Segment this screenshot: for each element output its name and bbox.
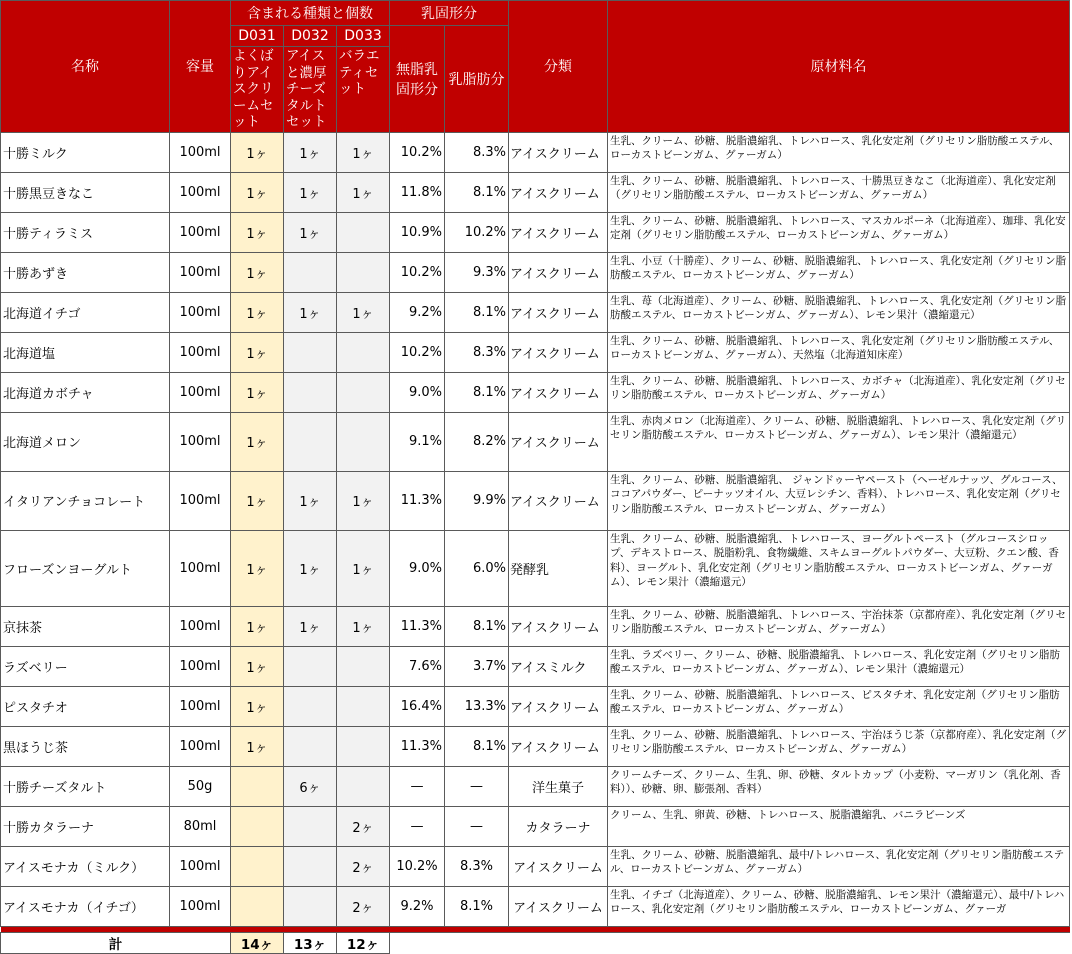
milk-fat: 8.1% xyxy=(445,886,509,926)
total-section xyxy=(1,926,1070,953)
product-name: 北海道イチゴ xyxy=(1,292,170,332)
ingredients: クリーム、生乳、卵黄、砂糖、トレハロース、脱脂濃縮乳、バニラビーンズ xyxy=(608,806,1070,846)
count-d031 xyxy=(231,886,284,926)
header-set-name-d033: バラエティセット xyxy=(337,47,390,133)
count-d031: 1ヶ xyxy=(231,332,284,372)
volume: 100ml xyxy=(170,846,231,886)
count-d032 xyxy=(284,412,337,471)
ingredients: 生乳、クリーム、砂糖、脱脂濃縮乳、トレハロース、宇治ほうじ茶（京都府産）、乳化安定剤（グリセリン脂肪酸エステル、ローカストビーンガム、グァーガム） xyxy=(608,726,1070,766)
nonfat-solids: 11.3% xyxy=(390,606,445,646)
ingredients: 生乳、ラズベリー、クリーム、砂糖、脱脂濃縮乳、トレハロース、乳化安定剤（グリセリン脂肪酸エステル、ローカストビーンガム、グァーガム）、レモン果汁（濃縮還元） xyxy=(608,646,1070,686)
nonfat-solids: — xyxy=(390,806,445,846)
count-d031: 1ヶ xyxy=(231,646,284,686)
header-set-name-d031: よくばりアイスクリームセット xyxy=(231,47,284,133)
category: アイスクリーム xyxy=(509,686,608,726)
volume: 100ml xyxy=(170,726,231,766)
count-d031: 1ヶ xyxy=(231,726,284,766)
ingredients: 生乳、小豆（十勝産）、クリーム、砂糖、脱脂濃縮乳、トレハロース、乳化安定剤（グリセリン脂肪酸エステル、ローカストビーンガム、グァーガム） xyxy=(608,252,1070,292)
milk-fat: 8.1% xyxy=(445,726,509,766)
header-volume: 容量 xyxy=(170,1,231,133)
table-row xyxy=(1,332,1070,372)
nonfat-solids: 9.0% xyxy=(390,530,445,606)
ingredients: 生乳、クリーム、砂糖、脱脂濃縮乳、トレハロース、ピスタチオ、乳化安定剤（グリセリン脂肪酸エステル、ローカストビーンガム、グァーガム） xyxy=(608,686,1070,726)
milk-fat: 10.2% xyxy=(445,212,509,252)
count-d031: 1ヶ xyxy=(231,471,284,530)
nonfat-solids: 10.2% xyxy=(390,252,445,292)
volume: 80ml xyxy=(170,806,231,846)
count-d033: 1ヶ xyxy=(337,172,390,212)
count-d032: 1ヶ xyxy=(284,132,337,172)
count-d032 xyxy=(284,806,337,846)
header-set-code-d031: D031 xyxy=(231,26,284,47)
table-row xyxy=(1,132,1070,172)
volume: 100ml xyxy=(170,471,231,530)
volume: 100ml xyxy=(170,212,231,252)
table-row xyxy=(1,766,1070,806)
nonfat-solids: 9.0% xyxy=(390,372,445,412)
total-d032: 13ヶ xyxy=(284,932,337,953)
milk-fat: — xyxy=(445,766,509,806)
category: アイスクリーム xyxy=(509,412,608,471)
volume: 100ml xyxy=(170,686,231,726)
count-d031: 1ヶ xyxy=(231,412,284,471)
count-d033 xyxy=(337,212,390,252)
count-d031 xyxy=(231,846,284,886)
count-d031: 1ヶ xyxy=(231,292,284,332)
category: アイスクリーム xyxy=(509,471,608,530)
product-name: 北海道塩 xyxy=(1,332,170,372)
product-name: 十勝黒豆きなこ xyxy=(1,172,170,212)
header-nonfat: 無脂乳固形分 xyxy=(390,26,445,133)
volume: 100ml xyxy=(170,132,231,172)
milk-fat: 8.1% xyxy=(445,606,509,646)
product-name: 北海道メロン xyxy=(1,412,170,471)
ingredients: 生乳、クリーム、砂糖、脱脂濃縮乳、トレハロース、カボチャ（北海道産）、乳化安定剤（グリセリン脂肪酸エステル、ローカストビーンガム、グァーガム） xyxy=(608,372,1070,412)
ingredients: 生乳、イチゴ（北海道産）、クリーム、砂糖、脱脂濃縮乳、レモン果汁（濃縮還元）、最中/トレハロース、乳化安定剤（グリセリン脂肪酸エステル、ローカストビーンガム、グァーガ xyxy=(608,886,1070,926)
milk-fat: 3.7% xyxy=(445,646,509,686)
count-d031: 1ヶ xyxy=(231,606,284,646)
nonfat-solids: 11.8% xyxy=(390,172,445,212)
ingredients: 生乳、クリーム、砂糖、脱脂濃縮乳、トレハロース、十勝黒豆きなこ（北海道産）、乳化安定剤（グリセリン脂肪酸エステル、ローカストビーンガム、グァーガム） xyxy=(608,172,1070,212)
table-row xyxy=(1,530,1070,606)
nonfat-solids: 9.2% xyxy=(390,292,445,332)
milk-fat: 8.3% xyxy=(445,846,509,886)
milk-fat: 9.9% xyxy=(445,471,509,530)
count-d031 xyxy=(231,806,284,846)
count-d033: 2ヶ xyxy=(337,806,390,846)
product-name: ラズベリー xyxy=(1,646,170,686)
count-d032: 6ヶ xyxy=(284,766,337,806)
product-rows xyxy=(1,132,1070,926)
category: 発酵乳 xyxy=(509,530,608,606)
ingredients: 生乳、クリーム、砂糖、脱脂濃縮乳、トレハロース、乳化安定剤（グリセリン脂肪酸エステル、ローカストビーンガム、グァーガム）、天然塩（北海道知床産） xyxy=(608,332,1070,372)
table-row xyxy=(1,846,1070,886)
count-d032 xyxy=(284,252,337,292)
milk-fat: 8.3% xyxy=(445,332,509,372)
volume: 100ml xyxy=(170,372,231,412)
nonfat-solids: — xyxy=(390,766,445,806)
category: アイスクリーム xyxy=(509,172,608,212)
count-d032: 1ヶ xyxy=(284,606,337,646)
ingredients: 生乳、クリーム、砂糖、脱脂濃縮乳、 ジャンドゥーヤペースト（ヘーゼルナッツ、グルコース、ココアパウダー、ピーナッツオイル、大豆レシチン、香料）、トレハロース、乳化安定剤（グリセリン脂肪酸エステル、ローカストビーンガム、グァーガム） xyxy=(608,471,1070,530)
nonfat-solids: 11.3% xyxy=(390,726,445,766)
ingredients: 生乳、苺（北海道産）、クリーム、砂糖、脱脂濃縮乳、トレハロース、乳化安定剤（グリセリン脂肪酸エステル、ローカストビーンガム、グァーガム）、レモン果汁（濃縮還元） xyxy=(608,292,1070,332)
volume: 100ml xyxy=(170,886,231,926)
volume: 100ml xyxy=(170,292,231,332)
milk-fat: 13.3% xyxy=(445,686,509,726)
volume: 100ml xyxy=(170,646,231,686)
category: アイスクリーム xyxy=(509,886,608,926)
nonfat-solids: 7.6% xyxy=(390,646,445,686)
product-name: アイスモナカ（ミルク） xyxy=(1,846,170,886)
nonfat-solids: 10.2% xyxy=(390,332,445,372)
count-d033 xyxy=(337,646,390,686)
category: アイスクリーム xyxy=(509,132,608,172)
product-name: フローズンヨーグルト xyxy=(1,530,170,606)
count-d031: 1ヶ xyxy=(231,372,284,412)
nonfat-solids: 11.3% xyxy=(390,471,445,530)
category: 洋生菓子 xyxy=(509,766,608,806)
product-name: 十勝あずき xyxy=(1,252,170,292)
table-row xyxy=(1,806,1070,846)
product-name: 十勝ティラミス xyxy=(1,212,170,252)
volume: 100ml xyxy=(170,606,231,646)
count-d033 xyxy=(337,372,390,412)
count-d033 xyxy=(337,252,390,292)
count-d033: 2ヶ xyxy=(337,846,390,886)
count-d032: 1ヶ xyxy=(284,292,337,332)
milk-fat: 8.3% xyxy=(445,132,509,172)
product-name: イタリアンチョコレート xyxy=(1,471,170,530)
count-d033 xyxy=(337,766,390,806)
ingredients: 生乳、クリーム、砂糖、脱脂濃縮乳、トレハロース、ヨーグルトペースト（グルコースシロップ、デキストロース、脱脂粉乳、食物繊維、スキムヨーグルトパウダー、大豆粉、クエン酸、香料）、ヨーグルト、乳化安定剤（グリセリン脂肪酸エステル、ローカストビーンガム、グァーガム）、レモン果汁（濃縮還元） xyxy=(608,530,1070,606)
count-d032 xyxy=(284,686,337,726)
category: アイスクリーム xyxy=(509,606,608,646)
ingredients: クリームチーズ、クリーム、生乳、卵、砂糖、タルトカップ（小麦粉、マーガリン（乳化剤、香料））、砂糖、卵、膨張剤、香料） xyxy=(608,766,1070,806)
table-row xyxy=(1,726,1070,766)
milk-fat: 6.0% xyxy=(445,530,509,606)
total-d031: 14ヶ xyxy=(231,932,284,953)
table-row xyxy=(1,886,1070,926)
total-d033: 12ヶ xyxy=(337,932,390,953)
table-row xyxy=(1,372,1070,412)
count-d033: 1ヶ xyxy=(337,471,390,530)
nonfat-solids: 10.2% xyxy=(390,846,445,886)
volume: 100ml xyxy=(170,332,231,372)
count-d032 xyxy=(284,846,337,886)
category: アイスクリーム xyxy=(509,846,608,886)
count-d032 xyxy=(284,372,337,412)
nonfat-solids: 9.1% xyxy=(390,412,445,471)
ingredients: 生乳、クリーム、砂糖、脱脂濃縮乳、トレハロース、マスカルポーネ（北海道産）、珈琲、乳化安定剤（グリセリン脂肪酸エステル、ローカストビーンガム、グァーガム） xyxy=(608,212,1070,252)
header-set-name-d032: アイスと濃厚チーズタルトセット xyxy=(284,47,337,133)
milk-fat: 8.1% xyxy=(445,292,509,332)
count-d032 xyxy=(284,332,337,372)
count-d032 xyxy=(284,886,337,926)
milk-fat: 9.3% xyxy=(445,252,509,292)
count-d033: 1ヶ xyxy=(337,292,390,332)
table-row xyxy=(1,471,1070,530)
table-row xyxy=(1,412,1070,471)
ingredients: 生乳、クリーム、砂糖、脱脂濃縮乳、最中/トレハロース、乳化安定剤（グリセリン脂肪酸エステル、ローカストビーンガム、グァーガム） xyxy=(608,846,1070,886)
product-name: 北海道カボチャ xyxy=(1,372,170,412)
header-category: 分類 xyxy=(509,1,608,133)
count-d031: 1ヶ xyxy=(231,686,284,726)
count-d033: 1ヶ xyxy=(337,606,390,646)
count-d031: 1ヶ xyxy=(231,530,284,606)
header-set-code-d032: D032 xyxy=(284,26,337,47)
milk-fat: — xyxy=(445,806,509,846)
milk-fat: 8.1% xyxy=(445,172,509,212)
header-name: 名称 xyxy=(1,1,170,133)
ingredients: 生乳、クリーム、砂糖、脱脂濃縮乳、トレハロース、宇治抹茶（京都府産）、乳化安定剤（グリセリン脂肪酸エステル、ローカストビーンガム、グァーガム） xyxy=(608,606,1070,646)
count-d033: 1ヶ xyxy=(337,132,390,172)
product-name: ピスタチオ xyxy=(1,686,170,726)
volume: 100ml xyxy=(170,412,231,471)
count-d032: 1ヶ xyxy=(284,530,337,606)
count-d033 xyxy=(337,726,390,766)
category: アイスクリーム xyxy=(509,292,608,332)
count-d033: 1ヶ xyxy=(337,530,390,606)
total-row xyxy=(1,932,1070,953)
product-name: 十勝チーズタルト xyxy=(1,766,170,806)
volume: 100ml xyxy=(170,530,231,606)
product-name: 十勝カタラーナ xyxy=(1,806,170,846)
category: アイスミルク xyxy=(509,646,608,686)
category: アイスクリーム xyxy=(509,212,608,252)
ingredients: 生乳、クリーム、砂糖、脱脂濃縮乳、トレハロース、乳化安定剤（グリセリン脂肪酸エステル、ローカストビーンガム、グァーガム） xyxy=(608,132,1070,172)
count-d033 xyxy=(337,332,390,372)
header-contained-group: 含まれる種類と個数 xyxy=(231,1,390,26)
product-name: 黒ほうじ茶 xyxy=(1,726,170,766)
nonfat-solids: 9.2% xyxy=(390,886,445,926)
header-fat: 乳脂肪分 xyxy=(445,26,509,133)
category: アイスクリーム xyxy=(509,372,608,412)
nonfat-solids: 10.2% xyxy=(390,132,445,172)
count-d033 xyxy=(337,412,390,471)
count-d031: 1ヶ xyxy=(231,252,284,292)
total-label: 計 xyxy=(1,932,231,953)
count-d033: 2ヶ xyxy=(337,886,390,926)
count-d031: 1ヶ xyxy=(231,172,284,212)
table-row xyxy=(1,292,1070,332)
category: カタラーナ xyxy=(509,806,608,846)
category: アイスクリーム xyxy=(509,332,608,372)
volume: 100ml xyxy=(170,252,231,292)
category: アイスクリーム xyxy=(509,726,608,766)
count-d031: 1ヶ xyxy=(231,132,284,172)
table-row xyxy=(1,212,1070,252)
count-d032 xyxy=(284,646,337,686)
count-d033 xyxy=(337,686,390,726)
count-d032: 1ヶ xyxy=(284,471,337,530)
volume: 100ml xyxy=(170,172,231,212)
milk-fat: 8.1% xyxy=(445,372,509,412)
table-row xyxy=(1,646,1070,686)
product-name: アイスモナカ（イチゴ） xyxy=(1,886,170,926)
category: アイスクリーム xyxy=(509,252,608,292)
count-d032: 1ヶ xyxy=(284,172,337,212)
count-d032 xyxy=(284,726,337,766)
header-milk-solids-group: 乳固形分 xyxy=(390,1,509,26)
total-blank xyxy=(390,932,1070,953)
table-row xyxy=(1,252,1070,292)
table-row xyxy=(1,172,1070,212)
header-set-code-d033: D033 xyxy=(337,26,390,47)
count-d031: 1ヶ xyxy=(231,212,284,252)
product-name: 十勝ミルク xyxy=(1,132,170,172)
header-ingredients: 原材料名 xyxy=(608,1,1070,133)
nonfat-solids: 10.9% xyxy=(390,212,445,252)
milk-fat: 8.2% xyxy=(445,412,509,471)
product-name: 京抹茶 xyxy=(1,606,170,646)
count-d032: 1ヶ xyxy=(284,212,337,252)
nonfat-solids: 16.4% xyxy=(390,686,445,726)
ingredients: 生乳、赤肉メロン（北海道産）、クリーム、砂糖、脱脂濃縮乳、トレハロース、乳化安定剤（グリセリン脂肪酸エステル、ローカストビーンガム、グァーガム）、レモン果汁（濃縮還元） xyxy=(608,412,1070,471)
volume: 50g xyxy=(170,766,231,806)
count-d031 xyxy=(231,766,284,806)
table-row xyxy=(1,606,1070,646)
table-row xyxy=(1,686,1070,726)
